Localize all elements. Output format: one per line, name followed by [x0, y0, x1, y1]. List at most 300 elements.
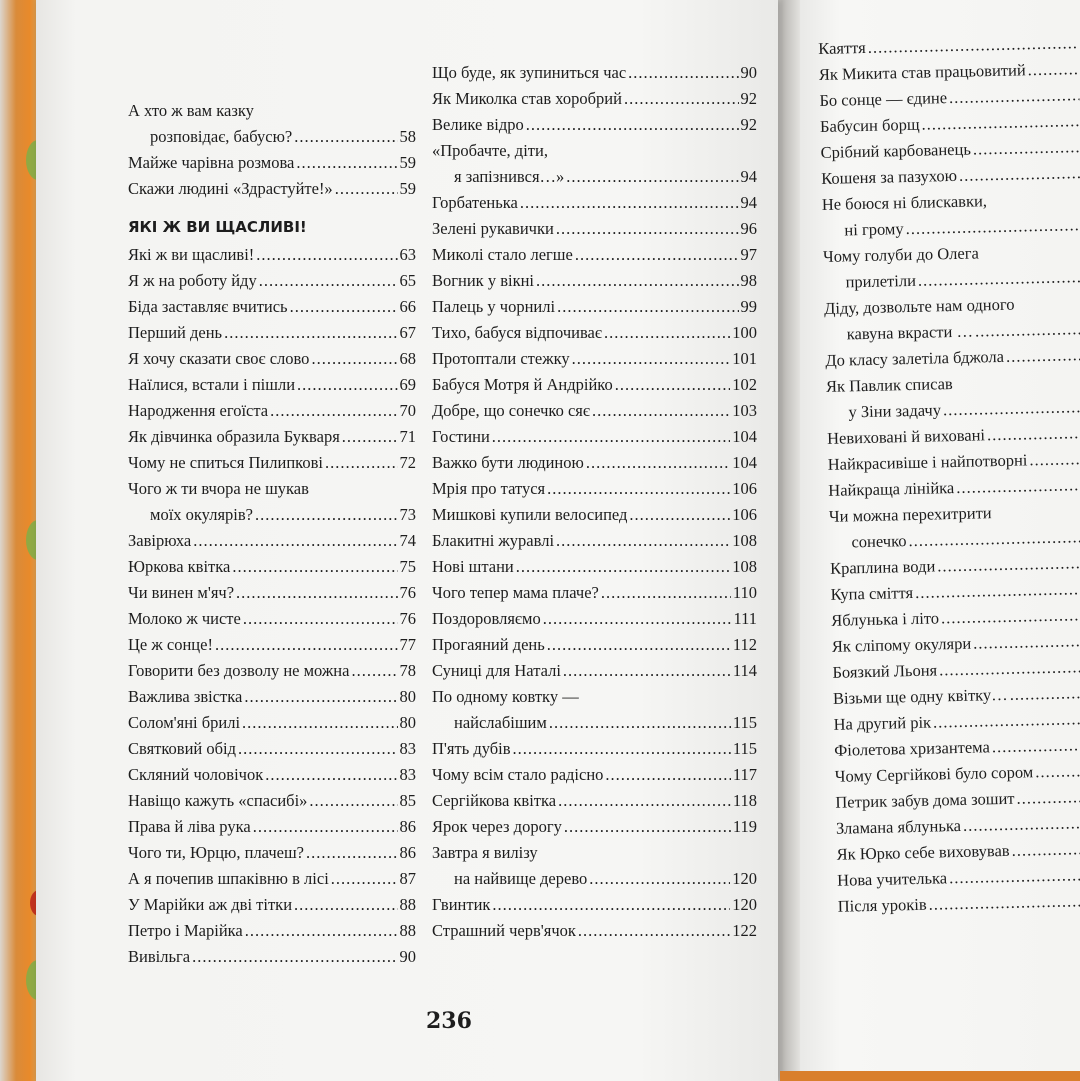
dot-leader [492, 892, 730, 918]
toc-entry-page: 117 [732, 765, 757, 784]
toc-entry-title: Бабусин борщ [819, 114, 920, 136]
cover-bottom-edge [780, 1071, 1080, 1081]
toc-entry-page: 58 [399, 127, 416, 146]
dot-leader [918, 264, 1080, 294]
toc-entry [432, 918, 757, 944]
dot-leader [973, 628, 1080, 657]
toc-entry-title: Чи можна перехитрити [828, 503, 992, 526]
toc-entry [128, 554, 416, 580]
dot-leader [311, 346, 397, 372]
toc-entry-title: Права й ліва рука [128, 817, 251, 836]
toc-entry-title: Народження егоїста [128, 401, 269, 420]
dot-leader [566, 164, 738, 190]
toc-entry [432, 60, 757, 86]
toc-entry [128, 150, 416, 176]
toc-entry-title: Що буде, як зупиниться час [432, 63, 627, 82]
dot-leader [905, 212, 1080, 242]
toc-entry-title: А хто ж вам казку [128, 101, 254, 120]
toc-entry [432, 242, 757, 268]
toc-entry [128, 398, 416, 424]
toc-entry [128, 788, 416, 814]
toc-entry [128, 176, 416, 202]
dot-leader [933, 706, 1080, 736]
toc-column-1 [128, 98, 416, 970]
toc-entry-title: Найкраща лінійка [828, 478, 955, 500]
toc-entry-title: Мишкові купили велосипед [432, 505, 628, 524]
toc-entry-page: 83 [399, 739, 416, 758]
toc-entry-title: Миколі стало легше [432, 245, 573, 264]
toc-entry-title: Перший день [128, 323, 223, 342]
toc-entry [432, 684, 757, 710]
section-heading: ЯКІ Ж ВИ ЩАСЛИВІ! [128, 218, 307, 236]
toc-entry-page: 111 [733, 609, 757, 628]
toc-entry-title: Як Микита став працьовитий [818, 60, 1026, 84]
toc-entry-title: У Марійки аж дві тітки [128, 895, 293, 914]
toc-entry-title: кавуна вкрасти … [846, 321, 974, 344]
toc-entry-title: До класу залетіла бджола [825, 346, 1005, 370]
dot-leader [245, 918, 398, 944]
toc-entry-page: 59 [399, 153, 416, 172]
toc-entry-title: Страшний черв'ячок [432, 921, 576, 940]
dot-leader [624, 86, 739, 112]
dot-leader [242, 710, 397, 736]
toc-entry [128, 242, 416, 268]
toc-entry [128, 294, 416, 320]
toc-entry [432, 190, 757, 216]
dot-leader [296, 150, 397, 176]
dot-leader [335, 176, 398, 202]
page-number: 236 [426, 1008, 472, 1034]
toc-entry-title: Петро і Марійка [128, 921, 243, 940]
toc-entry-page: 83 [399, 765, 416, 784]
toc-entry-page: 68 [399, 349, 416, 368]
toc-entry-title: Чому Сергійкові було сором [834, 762, 1034, 786]
toc-entry-title: Як Миколка став хоробрий [432, 89, 622, 108]
toc-entry-title: Зламана яблунька [835, 815, 962, 838]
dot-leader [265, 762, 397, 788]
toc-entry-title: А я почепив шпаківню в лісі [128, 869, 329, 888]
dot-leader [605, 762, 730, 788]
dot-leader [294, 124, 397, 150]
dot-leader [547, 476, 730, 502]
dot-leader [351, 658, 397, 684]
toc-entry [128, 450, 416, 476]
dot-leader [556, 216, 739, 242]
toc-entry-title: П'ять дубів [432, 739, 511, 758]
dot-leader [601, 580, 731, 606]
toc-entry-page: 114 [732, 661, 757, 680]
toc-entry [432, 138, 757, 164]
toc-entry-title: Зелені рукавички [432, 219, 554, 238]
toc-entry-title: Петрик забув дома зошит [835, 788, 1015, 812]
dot-leader [604, 320, 730, 346]
toc-entry-title: Невиховані й виховані [826, 425, 986, 448]
toc-entry [128, 892, 416, 918]
dot-leader [244, 684, 397, 710]
toc-entry-title: Не боюся ні блискавки, [821, 191, 988, 214]
toc-entry-title: Я хочу сказати своє слово [128, 349, 310, 368]
toc-entry-title: Суниці для Наталі [432, 661, 561, 680]
toc-entry-title: На другий рік [833, 712, 932, 734]
toc-entry [432, 866, 757, 892]
toc-entry [128, 98, 416, 124]
toc-entry-title: Гвинтик [432, 895, 491, 914]
toc-entry-title: Чому голуби до Олега [822, 243, 980, 266]
toc-entry-page: 80 [399, 687, 416, 706]
dot-leader [325, 450, 398, 476]
toc-entry [432, 658, 757, 684]
dot-leader [981, 256, 1080, 258]
toc-entry-title: Візьми ще одну квітку… [832, 684, 1008, 708]
toc-entry-title: Важко бути людиною [432, 453, 584, 472]
dot-leader [297, 372, 397, 398]
toc-entry-title: Говорити без дозволу не можна [128, 661, 350, 680]
toc-entry [432, 580, 757, 606]
toc-entry [128, 528, 416, 554]
toc-entry-page: 87 [399, 869, 416, 888]
dot-leader [256, 242, 397, 268]
toc-entry-page: 65 [399, 271, 416, 290]
toc-entry-title: Майже чарівна розмова [128, 153, 295, 172]
toc-entry-title: Як Павлик списав [825, 374, 953, 396]
dot-leader [989, 204, 1080, 206]
dot-leader [236, 580, 397, 606]
dot-leader [943, 394, 1080, 423]
toc-entry-title: розповідає, бабусю? [150, 127, 293, 146]
toc-entry-title: Боязкий Льоня [832, 660, 938, 682]
toc-entry [128, 580, 416, 606]
toc-entry [432, 86, 757, 112]
toc-entry-page: 115 [732, 739, 757, 758]
dot-leader [232, 554, 397, 580]
toc-entry [432, 762, 757, 788]
dot-leader [963, 810, 1080, 839]
toc-entry-title: Скляний чоловічок [128, 765, 264, 784]
toc-entry-title: Палець у чорнилі [432, 297, 556, 316]
toc-entry [432, 710, 757, 736]
toc-entry-page: 110 [732, 583, 757, 602]
toc-entry-page: 67 [399, 323, 416, 342]
dot-leader [915, 576, 1080, 606]
toc-entry-page: 106 [732, 479, 757, 498]
toc-entry-title: Бо сонце — єдине [819, 88, 948, 110]
toc-entry-title: у Зіни задачу [848, 400, 942, 422]
toc-entry-title: Молоко ж чисте [128, 609, 241, 628]
toc-entry [128, 502, 416, 528]
toc-entry-title: Блакитні журавлі [432, 531, 555, 550]
toc-entry-title: Скажи людині «Здрастуйте!» [128, 179, 333, 198]
toc-entry [432, 632, 757, 658]
toc-entry-title: Важлива звістка [128, 687, 243, 706]
toc-entry-page: 94 [740, 193, 757, 212]
toc-entry-title: Які ж ви щасливі! [128, 245, 255, 264]
toc-entry-title: Завтра я вилізу [432, 843, 538, 862]
toc-entry-page: 108 [732, 531, 757, 550]
toc-group-section [128, 242, 416, 970]
dot-leader [928, 888, 1080, 918]
dot-leader [238, 736, 397, 762]
toc-entry [128, 866, 416, 892]
toc-entry [432, 268, 757, 294]
toc-entry-title: Ярок через дорогу [432, 817, 562, 836]
dot-leader [1009, 680, 1080, 708]
dot-leader [536, 268, 738, 294]
toc-entry [128, 320, 416, 346]
toc-entry-page: 115 [732, 713, 757, 732]
toc-entry-title: Солом'яні брилі [128, 713, 241, 732]
dot-leader [592, 398, 730, 424]
toc-column-3 [818, 30, 1080, 920]
dot-leader [270, 398, 397, 424]
toc-entry-title: Фіолетова хризантема [833, 737, 991, 760]
toc-entry [432, 112, 757, 138]
toc-entry-title: Після уроків [837, 894, 927, 916]
toc-entry-title: Купа сміття [830, 582, 914, 604]
toc-entry-title: «Пробачте, діти, [432, 141, 548, 160]
toc-entry-page: 80 [399, 713, 416, 732]
toc-entry-title: Чого ти, Юрцю, плачеш? [128, 843, 304, 862]
toc-entry-title: моїх окулярів? [150, 505, 253, 524]
dot-leader [253, 814, 398, 840]
toc-entry-title: Юркова квітка [128, 557, 231, 576]
toc-entry-page: 96 [740, 219, 757, 238]
toc-entry [432, 320, 757, 346]
toc-entry-title: Яблунька і літо [831, 608, 940, 630]
toc-entry-title: прилетіли [845, 270, 917, 292]
dot-leader [949, 82, 1080, 111]
dot-leader [572, 346, 731, 372]
toc-entry-title: Чи винен м'яч? [128, 583, 235, 602]
toc-entry-page: 106 [732, 505, 757, 524]
toc-column-2 [432, 60, 757, 944]
toc-entry-page: 99 [740, 297, 757, 316]
toc-entry [128, 124, 416, 150]
toc-entry-title: Чому всім стало радісно [432, 765, 604, 784]
dot-leader [192, 944, 397, 970]
toc-entry-page: 72 [399, 453, 416, 472]
toc-entry [128, 476, 416, 502]
dot-leader [1017, 308, 1080, 310]
dot-leader [224, 320, 397, 346]
toc-entry-title: Вивільга [128, 947, 191, 966]
dot-leader [941, 602, 1080, 631]
toc-entry-title: Тихо, бабуся відпочиває [432, 323, 602, 342]
toc-entry-title: Наїлися, встали і пішли [128, 375, 296, 394]
dot-leader [586, 450, 730, 476]
toc-entry-page: 86 [399, 843, 416, 862]
toc-entry-page: 103 [732, 401, 757, 420]
dot-leader [955, 386, 1080, 389]
toc-entry-page: 97 [740, 245, 757, 264]
toc-entry-title: Нові штани [432, 557, 514, 576]
toc-entry-page: 104 [732, 427, 757, 446]
toc-entry-page: 88 [399, 895, 416, 914]
toc-entry [128, 814, 416, 840]
toc-entry-page: 98 [740, 271, 757, 290]
toc-entry-title: Як сліпому окуляри [831, 633, 972, 656]
toc-entry-page: 92 [740, 115, 757, 134]
dot-leader [1011, 836, 1080, 864]
toc-entry [128, 658, 416, 684]
dot-leader [589, 866, 730, 892]
toc-entry [128, 424, 416, 450]
dot-leader [994, 516, 1080, 518]
dot-leader [1016, 784, 1080, 812]
toc-entry-title: Як Юрко себе виховував [836, 840, 1010, 864]
toc-entry-page: 86 [399, 817, 416, 836]
toc-entry-page: 85 [399, 791, 416, 810]
dot-leader [578, 918, 730, 944]
toc-entry-title: Каяття [818, 37, 866, 58]
toc-entry [432, 476, 757, 502]
toc-entry-title: Краплина води [829, 556, 936, 578]
toc-entry [128, 918, 416, 944]
toc-entry-title: Бабуся Мотря й Андрійко [432, 375, 613, 394]
toc-entry-title: Навіщо кажуть «спасибі» [128, 791, 308, 810]
toc-entry [432, 528, 757, 554]
toc-entry-title: Це ж сонце! [128, 635, 213, 654]
dot-leader [331, 866, 398, 892]
toc-entry-title: Я ж на роботу йду [128, 271, 257, 290]
toc-entry-page: 101 [732, 349, 757, 368]
toc-entry-page: 120 [732, 895, 757, 914]
toc-entry-title: Мрія про татуся [432, 479, 546, 498]
toc-entry [432, 398, 757, 424]
toc-entry [432, 294, 757, 320]
toc-entry [432, 788, 757, 814]
toc-group-intro [128, 98, 416, 202]
dot-leader [215, 632, 398, 658]
toc-entry-title: сонечко [851, 531, 907, 552]
toc-entry [432, 346, 757, 372]
dot-leader [255, 502, 398, 528]
toc-entry [128, 632, 416, 658]
toc-entry-page: 76 [399, 583, 416, 602]
dot-leader [492, 424, 730, 450]
toc-entry [128, 710, 416, 736]
toc-entry-page: 77 [399, 635, 416, 654]
dot-leader [547, 632, 731, 658]
toc-entry-title: Горбатенька [432, 193, 518, 212]
dot-leader [908, 524, 1080, 554]
toc-group [818, 30, 1080, 920]
dot-leader [513, 736, 731, 762]
toc-entry-page: 71 [399, 427, 416, 446]
toc-entry-title: Чого тепер мама плаче? [432, 583, 599, 602]
toc-entry-title: Срібний карбованець [820, 139, 972, 162]
toc-entry-page: 94 [740, 167, 757, 186]
toc-entry-page: 66 [399, 297, 416, 316]
toc-entry-page: 102 [732, 375, 757, 394]
toc-entry-title: Нова учителька [836, 868, 948, 890]
toc-entry [432, 372, 757, 398]
toc-entry-page: 92 [740, 89, 757, 108]
toc-entry [128, 684, 416, 710]
dot-leader [615, 372, 731, 398]
toc-entry-title: Як дівчинка образила Букваря [128, 427, 340, 446]
dot-leader [563, 658, 731, 684]
toc-entry [432, 892, 757, 918]
toc-entry [432, 502, 757, 528]
toc-entry-page: 73 [399, 505, 416, 524]
dot-leader [259, 268, 398, 294]
toc-entry-title: Завірюха [128, 531, 192, 550]
toc-entry-title: Добре, що сонечко сяє [432, 401, 590, 420]
toc-entry-title: Протоптали стежку [432, 349, 570, 368]
toc-entry [432, 216, 757, 242]
toc-entry [432, 450, 757, 476]
toc-entry-page: 119 [732, 817, 757, 836]
toc-entry-page: 122 [732, 921, 757, 940]
dot-leader [987, 420, 1080, 448]
toc-entry [128, 346, 416, 372]
toc-entry-title: Найкрасивіше і найпотворні [827, 450, 1028, 474]
dot-leader [243, 606, 398, 632]
toc-entry-page: 100 [732, 323, 757, 342]
toc-entry [432, 424, 757, 450]
toc-entry-title: Поздоровляємо [432, 609, 541, 628]
toc-entry-page: 120 [732, 869, 757, 888]
toc-entry-page: 108 [732, 557, 757, 576]
toc-group [432, 60, 757, 944]
toc-entry-title: Діду, дозвольте нам одного [823, 294, 1015, 318]
toc-entry-page: 104 [732, 453, 757, 472]
dot-leader [973, 134, 1080, 162]
toc-entry-title: на найвище дерево [454, 869, 588, 888]
toc-entry-title: найслабішим [454, 713, 547, 732]
dot-leader [629, 502, 730, 528]
dot-leader [949, 862, 1080, 891]
dot-leader [306, 840, 398, 866]
toc-entry-page: 118 [732, 791, 757, 810]
toc-entry-page: 90 [740, 63, 757, 82]
toc-entry-page: 59 [399, 179, 416, 198]
toc-entry-title: Чого ж ти вчора не шукав [128, 479, 309, 498]
toc-entry-title: Гостини [432, 427, 490, 446]
dot-leader [975, 316, 1080, 344]
toc-entry [432, 554, 757, 580]
dot-leader [956, 472, 1080, 501]
toc-entry [128, 606, 416, 632]
toc-entry [432, 814, 757, 840]
toc-entry [128, 372, 416, 398]
toc-entry-page: 63 [399, 245, 416, 264]
dot-leader [937, 550, 1080, 579]
toc-entry-title: По одному ковтку — [432, 687, 579, 706]
toc-entry [837, 888, 1080, 920]
dot-leader [520, 190, 739, 216]
toc-entry-page: 69 [399, 375, 416, 394]
toc-entry-page: 76 [399, 609, 416, 628]
dot-leader [193, 528, 397, 554]
dot-leader [921, 108, 1080, 138]
toc-entry-title: Сергійкова квітка [432, 791, 557, 810]
toc-entry-title: Кошеня за пазухою [821, 165, 958, 188]
toc-entry [128, 840, 416, 866]
dot-leader [564, 814, 731, 840]
toc-entry [128, 736, 416, 762]
toc-entry-page: 78 [399, 661, 416, 680]
dot-leader [290, 294, 398, 320]
toc-entry-title: Святковий обід [128, 739, 237, 758]
dot-leader [959, 160, 1080, 189]
dot-leader [1027, 56, 1079, 83]
dot-leader [543, 606, 732, 632]
toc-entry [128, 762, 416, 788]
dot-leader [575, 242, 739, 268]
dot-leader [516, 554, 730, 580]
dot-leader [939, 654, 1080, 683]
